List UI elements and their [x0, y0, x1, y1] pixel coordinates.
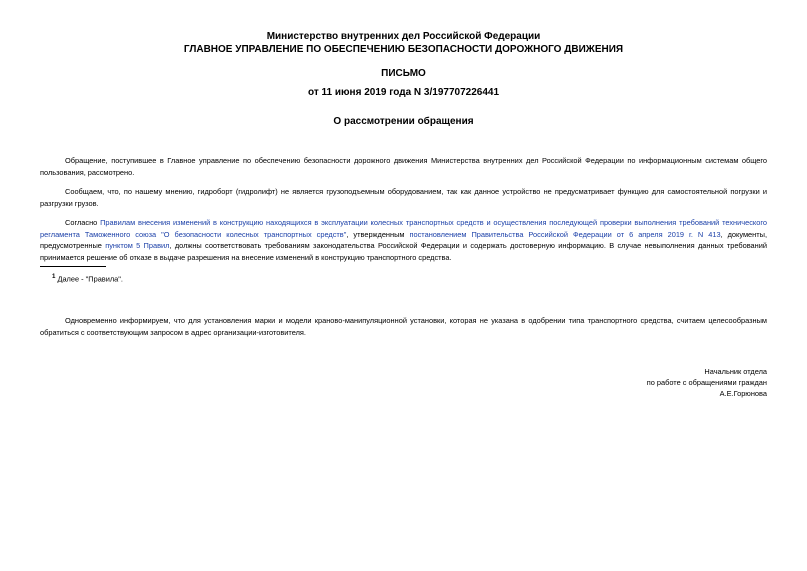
department-name: ГЛАВНОЕ УПРАВЛЕНИЕ ПО ОБЕСПЕЧЕНИЮ БЕЗОПАСНОСТИ ДОРОЖНОГО ДВИЖЕНИЯ — [183, 44, 624, 55]
signature-name: А.Е.Горюнова — [719, 389, 767, 398]
footnote-divider — [40, 266, 106, 267]
paragraph-3-text-3: , документы, предусмотренные — [40, 229, 767, 250]
paragraph-3-text-1: Согласно — [65, 218, 101, 227]
paragraph-1: Обращение, поступившее в Главное управление по обеспечению безопасности дорожного движения Министерства внутренних дел Российской Федерации по информационным системам общего пользования, рассмотрено. — [40, 156, 767, 177]
signature-block — [647, 366, 767, 399]
paragraph-4: Одновременно информируем, что для установления марки и модели краново-манипуляционной установки, которая не указана в одобрении типа транспортного средства, считаем целесообразным обратиться с соответствующим запросом в адрес организации-изготовителя. — [40, 316, 767, 337]
paragraph-3 — [40, 217, 767, 263]
paragraph-2: Сообщаем, что, по нашему мнению, гидроборт (гидролифт) не является грузоподъемным оборудованием, так как данное устройство не предусматривает функцию для самостоятельной погрузки и разгрузки грузов. — [40, 187, 767, 208]
ministry-name: Министерство внутренних дел Российской Федерации — [266, 31, 541, 42]
paragraph-3-text-2: , утвержденным — [346, 229, 410, 239]
footnote-text: Далее - "Правила". — [57, 274, 123, 284]
link-rules-point-5[interactable]: пунктом 5 Правил — [105, 241, 170, 250]
document-date-number: от 11 июня 2019 года N 3/197707226441 — [307, 87, 500, 98]
footnote — [52, 271, 123, 284]
link-government-decree[interactable]: постановлением Правительства Российской Федерации от 6 апреля 2019 г. N 413 — [409, 229, 721, 239]
document-subject: О рассмотрении обращения — [333, 116, 474, 127]
link-rules[interactable]: Правилам внесения изменений в конструкцию находящихся в эксплуатации колесных транспортных средств и осуществления последующей проверки выполнения требований технического регламента Таможенного союза "О безопасности колесных транспортных средств" — [40, 218, 767, 239]
footnote-mark: 1 — [52, 273, 56, 280]
document-type: ПИСЬМО — [381, 68, 426, 79]
signature-department: по работе с обращениями граждан — [646, 378, 767, 387]
paragraph-3-text-4: , должны соответствовать требованиям законодательства Российской Федерации и содержать достоверную информацию. В случае невыполнения данных требований принимается решение об отказе в выдаче разрешения на внесение изменений в конструкцию транспортного средства. — [40, 241, 768, 262]
signature-position: Начальник отдела — [704, 367, 767, 376]
